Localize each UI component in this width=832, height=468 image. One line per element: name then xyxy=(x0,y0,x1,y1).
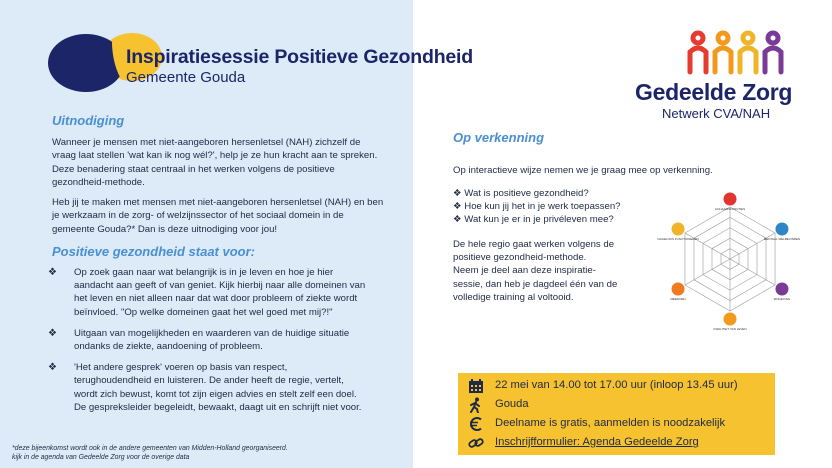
domain-label: KWALITEIT VAN LEVEN xyxy=(713,327,747,331)
positive-health-spider-diagram xyxy=(655,183,805,333)
text-line: sessie, dan heb je dagdeel één van de xyxy=(453,278,618,290)
list-item xyxy=(48,361,408,414)
link-icon xyxy=(468,435,484,451)
event-location-row xyxy=(458,396,775,414)
event-fee: Deelname is gratis, aanmelden is noodzakelijk xyxy=(495,417,726,429)
text-line: gezondheid-methode. xyxy=(52,177,145,189)
spider-spoke xyxy=(685,259,730,285)
text-line: beïnvloed. "Op welke domeinen gaat het wel goed met mij?!" xyxy=(74,306,333,318)
text-line: Neem je deel aan deze inspiratie- xyxy=(453,265,596,277)
brand-subname: Netwerk CVA/NAH xyxy=(662,106,771,121)
text-line: ondanks de ziekte, aandoening of probleem. xyxy=(74,341,263,353)
domain-label: MENTAAL WELBEVINDEN xyxy=(763,237,801,241)
domain-icon xyxy=(724,193,737,206)
domain-icon xyxy=(775,223,788,236)
euro-icon xyxy=(468,416,484,432)
footnote xyxy=(12,444,412,462)
registration-link[interactable]: Inschrijfformulier: Agenda Gedeelde Zorg xyxy=(495,436,699,448)
diamond-bullet-icon: ❖ xyxy=(48,362,57,374)
invitation-paragraph-2 xyxy=(52,196,383,236)
calendar-icon xyxy=(468,378,484,394)
invitation-heading: Uitnodiging xyxy=(52,113,125,128)
text-line: volledige training al voltooid. xyxy=(453,291,574,303)
positive-health-list xyxy=(48,266,408,422)
exploration-closing xyxy=(453,238,617,304)
footnote-line: *deze bijeenkomst wordt ook in de andere gemeenten van Midden-Holland georganiseerd. xyxy=(12,445,288,452)
event-date-row xyxy=(458,377,775,395)
page-title: Inspiratiesessie Positieve Gezondheid xyxy=(126,46,473,68)
domain-icon xyxy=(672,223,685,236)
text-line: Uitgaan van mogelijkheden en waarderen van de huidige situatie xyxy=(74,327,350,339)
brand-name: Gedeelde Zorg xyxy=(635,79,793,105)
domain-icon xyxy=(672,283,685,296)
exploration-intro: Op interactieve wijze nemen we je graag mee op verkenning. xyxy=(453,165,713,176)
text-line: Heb jij te maken met mensen met niet-aangeboren hersenletsel (NAH) en ben xyxy=(52,197,384,208)
question-item: ❖ Wat kun je er in je privéleven mee? xyxy=(453,214,614,226)
event-date: 22 mei van 14.00 tot 17.00 uur (inloop 13.45 uur) xyxy=(495,379,738,391)
event-info-box xyxy=(458,373,775,455)
walking-person-icon xyxy=(468,397,484,413)
gedeelde-zorg-people-logo-icon xyxy=(686,30,786,76)
event-link-row xyxy=(458,434,775,452)
text-line: terughoudendheid en luisteren. De ander heeft de regie, vertelt, xyxy=(74,375,344,387)
domain-label: ZINGEVING xyxy=(773,297,791,301)
diamond-bullet-icon: ❖ xyxy=(48,267,57,278)
event-location: Gouda xyxy=(495,398,529,410)
text-line: Op zoek gaan naar wat belangrijk is in je leven en hoe je hier xyxy=(74,267,334,278)
positive-health-heading: Positieve gezondheid staat voor: xyxy=(52,244,255,259)
question-item: ❖ Wat is positieve gezondheid? xyxy=(453,188,589,199)
event-fee-row xyxy=(458,415,775,433)
text-line: het leven en niet alleen naar dat wat door probleem of ziekte wordt xyxy=(74,293,358,305)
text-line: Deze benadering staat centraal in het werken volgens de positieve xyxy=(52,163,335,175)
text-line: 'Het andere gesprek' voeren op basis van respect, xyxy=(74,362,288,374)
text-line: De gespreksleider begeleidt, bewaakt, daagt uit en schrijft niet voor. xyxy=(74,401,362,413)
domain-label: LICHAAMSFUNCTIES xyxy=(714,207,746,211)
domain-icon xyxy=(724,313,737,326)
question-item: ❖ Hoe kun jij het in je werk toepassen? xyxy=(453,201,621,213)
list-item xyxy=(48,327,408,353)
page-subtitle: Gemeente Gouda xyxy=(126,69,246,86)
text-line: gemeente Gouda?* Dan is deze uitnodiging voor jou! xyxy=(52,223,278,235)
footnote-line: kijk in de agenda van Gedeelde Zorg voor de overige data xyxy=(12,454,190,462)
domain-label: DAGELIJKS FUNCTIONEREN xyxy=(657,237,699,241)
exploration-heading: Op verkenning xyxy=(453,130,545,145)
text-line: positieve gezondheid-methode. xyxy=(453,252,587,264)
text-line: vraag laat stellen 'wat kan ik nog wél?', help je ze hun kracht aan te spreken. xyxy=(52,150,378,162)
exploration-questions xyxy=(453,187,621,227)
diamond-bullet-icon: ❖ xyxy=(48,327,57,339)
spider-spoke xyxy=(730,259,775,285)
text-line: je werkzaam in de zorg- of welzijnssector of het sociaal domein in de xyxy=(52,210,344,222)
domain-label: MEEDOEN xyxy=(670,297,686,301)
text-line: wordt zich bewust, komt tot zijn eigen advies en stelt zelf een doel. xyxy=(74,388,357,400)
list-item xyxy=(48,266,408,319)
domain-icon xyxy=(775,283,788,296)
text-line: De hele regio gaat werken volgens de xyxy=(453,239,615,250)
text-line: Wanneer je mensen met niet-aangeboren hersenletsel (NAH) zichzelf de xyxy=(52,137,361,148)
text-line: aandacht aan geeft of van geniet. Kijk hierbij naar alle domeinen van xyxy=(74,280,366,292)
invitation-paragraph-1 xyxy=(52,136,377,190)
